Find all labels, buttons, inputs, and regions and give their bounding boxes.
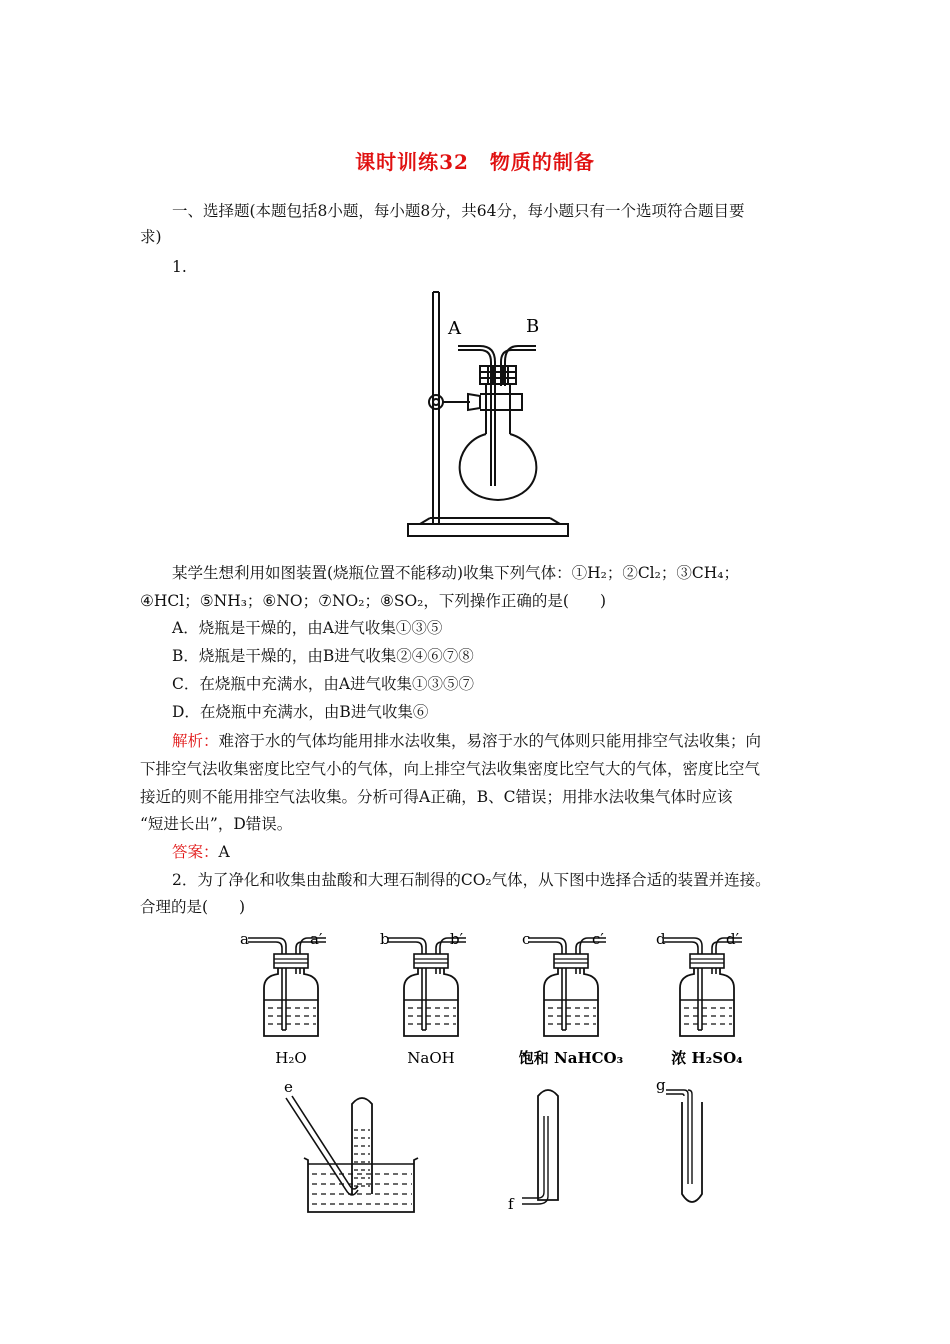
bottle-c-outlet-label: c′: [592, 930, 604, 948]
analysis-line3: 接近的则不能用排空气法收集。分析可得A正确，B、C错误；用排水法收集气体时应该: [140, 788, 733, 806]
bottle-a-outlet-label: a′: [310, 930, 323, 948]
flask-apparatus-figure: [400, 286, 580, 546]
bottle-naoh: [380, 930, 466, 1067]
question-1-stem-line2: ④HCl；⑤NH₃；⑥NO；⑦NO₂；⑧SO₂，下列操作正确的是( ): [140, 592, 606, 610]
option-b: B．烧瓶是干燥的，由B进气收集②④⑥⑦⑧: [172, 647, 474, 665]
option-c: C．在烧瓶中充满水，由A进气收集①③⑤⑦: [172, 675, 475, 693]
bottle-b-inlet-label: b: [380, 930, 390, 948]
bottle-b-reagent-label: NaOH: [407, 1049, 455, 1067]
bottle-d-outlet-label: d′: [726, 930, 740, 948]
bottle-d-reagent-label: 浓 H₂SO₄: [671, 1049, 743, 1067]
analysis-text1: 难溶于水的气体均能用排水法收集，易溶于水的气体则只能用排空气法收集；向: [218, 732, 762, 750]
bottle-a-inlet-label: a: [240, 930, 249, 948]
answer-label: 答案：: [172, 843, 219, 861]
bottle-a-reagent-label: H₂O: [275, 1049, 307, 1067]
section-heading-line1: 一、选择题(本题包括8小题，每小题8分，共64分，每小题只有一个选项符合题目要: [172, 202, 745, 220]
page-title: 课时训练32 物质的制备: [355, 150, 595, 174]
bottle-b-outlet-label: b′: [450, 930, 464, 948]
analysis-line4: “短进长出”，D错误。: [140, 815, 293, 833]
bottle-c-reagent-label: 饱和 NaHCO₃: [518, 1049, 624, 1067]
collection-tube-f: [522, 1090, 558, 1204]
analysis-label: 解析：: [172, 732, 219, 750]
tube-a-label: A: [448, 318, 461, 339]
question-1-number: 1.: [172, 258, 187, 276]
bottle-h2o: [240, 930, 326, 1067]
gas-apparatus-figure: [232, 924, 772, 1224]
bottle-d-inlet-label: d: [656, 930, 666, 948]
question-1-stem-line1: 某学生想利用如图装置(烧瓶位置不能移动)收集下列气体：①H₂；②Cl₂；③CH₄；: [172, 564, 739, 582]
option-a: A．烧瓶是干燥的，由A进气收集①③⑤: [172, 619, 443, 637]
tube-e-label: e: [284, 1078, 293, 1096]
option-d: D．在烧瓶中充满水，由B进气收集⑥: [172, 703, 429, 721]
answer-value: A: [218, 843, 230, 861]
analysis-line1: [172, 730, 761, 752]
question-2-stem-line2: 合理的是( ): [140, 898, 246, 916]
water-trough-e: [286, 1096, 418, 1212]
analysis-line2: 下排空气法收集密度比空气小的气体，向上排空气法收集密度比空气大的气体，密度比空气: [140, 760, 761, 778]
answer-line: [172, 841, 230, 863]
bottle-h2so4: [656, 930, 743, 1067]
section-heading-line2: 求): [140, 228, 162, 246]
tube-b-label: B: [526, 316, 540, 337]
tube-g-label: g: [656, 1076, 666, 1094]
collection-tube-g: [666, 1090, 702, 1202]
bottle-c-inlet-label: c: [522, 930, 531, 948]
tube-f-label: f: [508, 1195, 514, 1213]
bottle-nahco3: [519, 930, 623, 1067]
question-2-stem-line1: 2．为了净化和收集由盐酸和大理石制得的CO₂气体，从下图中选择合适的装置并连接。: [172, 871, 771, 889]
